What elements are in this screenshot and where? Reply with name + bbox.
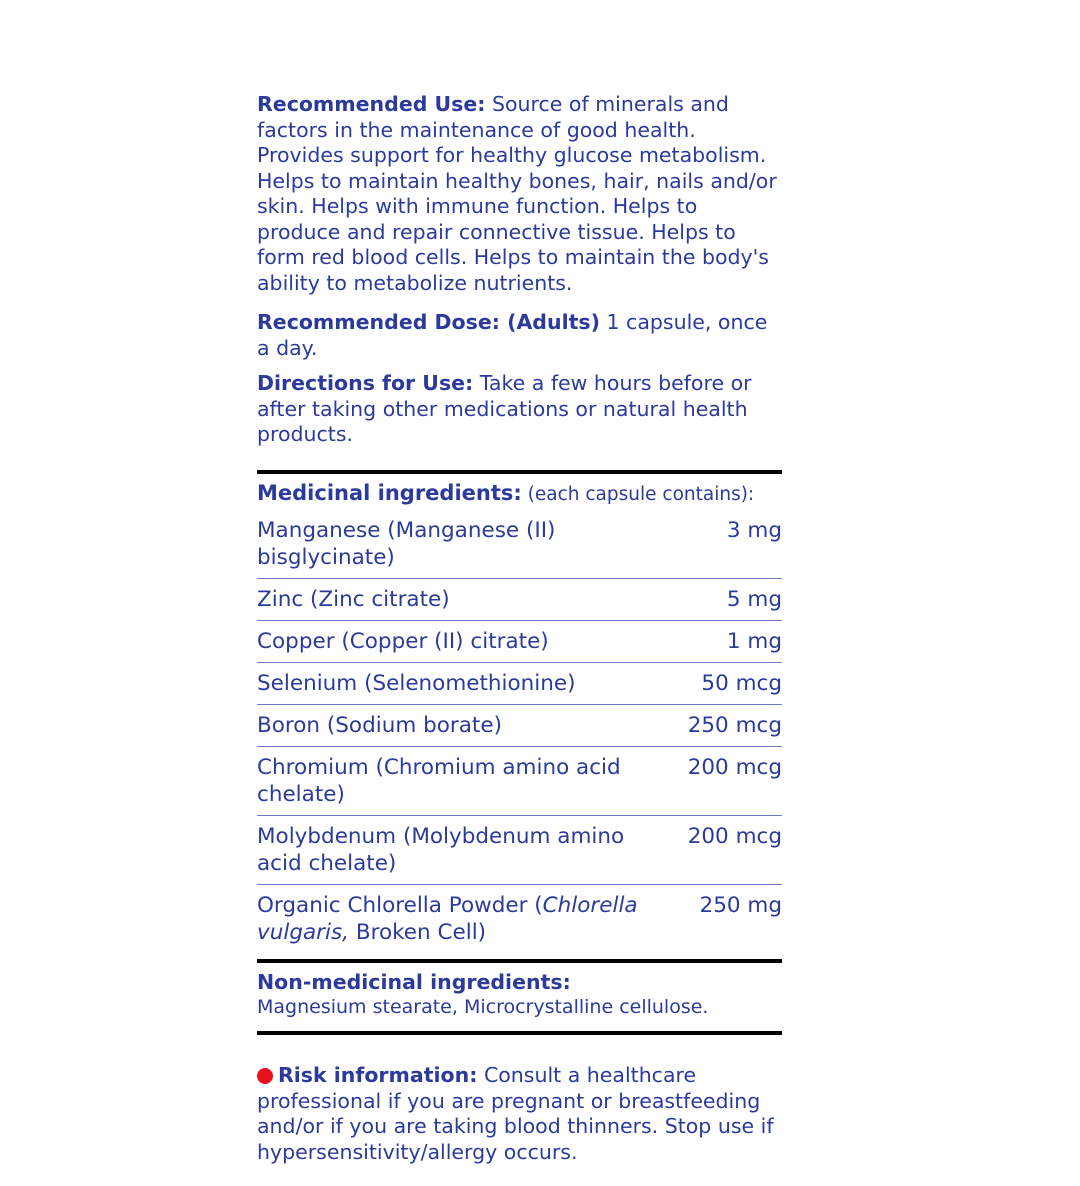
- ingredient-name: Boron (Sodium borate): [257, 704, 664, 746]
- table-row: [257, 578, 782, 620]
- directions-label: Directions for Use:: [257, 371, 474, 395]
- directions-text: Take a few hours before or after taking other medications or natural health products.: [257, 371, 752, 446]
- recommended-use-paragraph: [257, 92, 782, 296]
- ingredient-amount: 50 mcg: [664, 662, 782, 704]
- divider-bottom: [257, 1031, 782, 1035]
- table-row: [257, 746, 782, 815]
- chlorella-species: Chlorella vulgaris,: [257, 892, 638, 945]
- table-row: [257, 704, 782, 746]
- ingredient-name: Molybdenum (Molybdenum amino acid chelate): [257, 815, 664, 884]
- ingredient-name: Chromium (Chromium amino acid chelate): [257, 746, 664, 815]
- chlorella-suffix: Broken Cell): [349, 919, 487, 945]
- supplement-facts-panel: [257, 92, 782, 1186]
- directions-paragraph: [257, 371, 782, 448]
- risk-information-label: Risk information:: [278, 1063, 478, 1087]
- ingredient-amount: 3 mg: [664, 510, 782, 579]
- ingredient-name-chlorella: [257, 884, 664, 953]
- non-medicinal-title: Non-medicinal ingredients:: [257, 969, 571, 994]
- ingredient-name: Copper (Copper (II) citrate): [257, 620, 664, 662]
- risk-information-paragraph: [257, 1055, 782, 1165]
- ingredient-amount: 200 mcg: [664, 815, 782, 884]
- medicinal-ingredients-header: [257, 474, 782, 510]
- ingredient-name: Manganese (Manganese (II) bisglycinate): [257, 510, 664, 579]
- ingredient-amount: 5 mg: [664, 578, 782, 620]
- ingredient-name: Zinc (Zinc citrate): [257, 578, 664, 620]
- table-row: [257, 662, 782, 704]
- table-row: [257, 510, 782, 579]
- table-row: [257, 884, 782, 953]
- ingredients-table: [257, 510, 782, 953]
- warning-dot-icon: [257, 1068, 273, 1084]
- ingredient-amount: 250 mg: [699, 892, 782, 918]
- ingredient-amount: 200 mcg: [664, 746, 782, 815]
- recommended-use-text: Source of minerals and factors in the maintenance of good health. Provides support for healthy glucose metabolism. Helps to maintain healthy bones, hair, nails and/or skin. Helps with immune function. Helps to produce and repair connective tissue. Helps to form red blood cells. Helps to maintain the body's ability to metabolize nutrients.: [257, 92, 777, 295]
- recommended-dose-label: Recommended Dose: (Adults): [257, 310, 600, 334]
- chlorella-prefix: Organic Chlorella Powder (: [257, 892, 543, 918]
- non-medicinal-text: Magnesium stearate, Microcrystalline cellulose.: [257, 995, 709, 1018]
- medicinal-ingredients-title: Medicinal ingredients:: [257, 480, 522, 505]
- risk-information-text: Consult a healthcare professional if you are pregnant or breastfeeding and/or if you are taking blood thinners. Stop use if hypersensitivity/allergy occurs.: [257, 1063, 774, 1164]
- ingredient-amount: 1 mg: [664, 620, 782, 662]
- recommended-dose-paragraph: [257, 310, 782, 361]
- recommended-use-label: Recommended Use:: [257, 92, 486, 116]
- table-row: [257, 620, 782, 662]
- medicinal-ingredients-subtitle: (each capsule contains):: [521, 483, 755, 505]
- ingredient-name: Selenium (Selenomethionine): [257, 662, 664, 704]
- ingredient-amount: 250 mcg: [664, 704, 782, 746]
- recommended-dose-text: 1 capsule, once a day.: [257, 310, 768, 360]
- table-row: [257, 815, 782, 884]
